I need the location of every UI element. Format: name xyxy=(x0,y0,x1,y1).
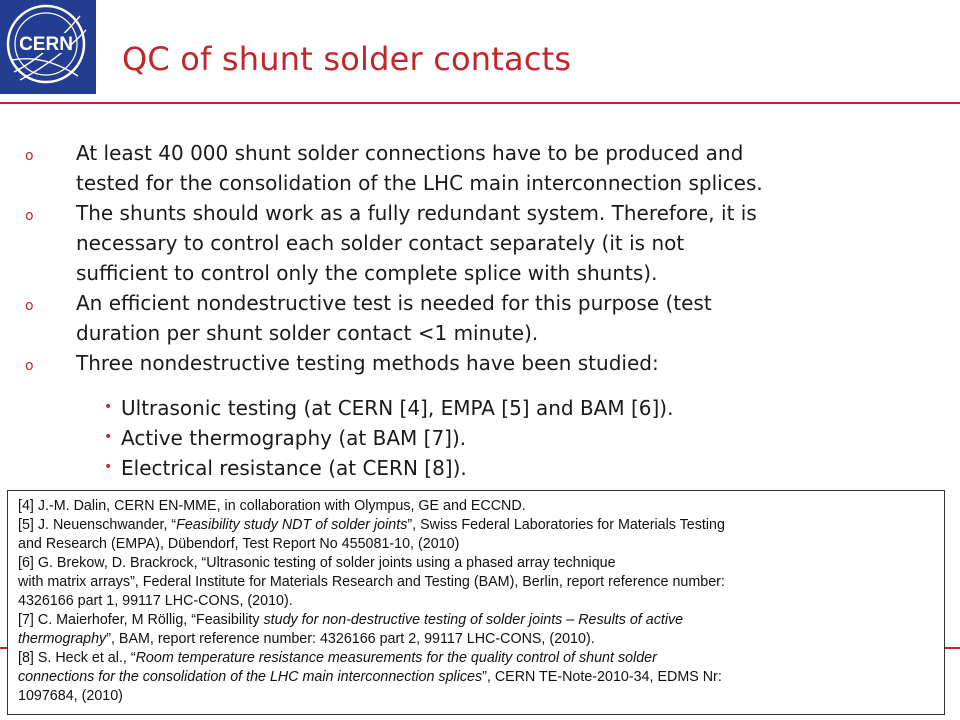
cern-logo-icon xyxy=(0,0,96,94)
reference-text: ”, CERN TE-Note-2010-34, EDMS Nr: xyxy=(482,669,722,685)
reference-line xyxy=(18,592,936,611)
reference-line xyxy=(18,535,936,554)
reference-italic-text: study for non-destructive testing of solder joints – Results of active xyxy=(263,612,684,628)
sub-bullet-marker: • xyxy=(104,429,113,445)
bullet-line: duration per shunt solder contact <1 minute). xyxy=(76,321,539,345)
bullet-marker: o xyxy=(25,358,34,374)
bullet-line: At least 40 000 shunt solder connections have to be produced and xyxy=(76,141,744,165)
bullet-line: An efficient nondestructive test is needed for this purpose (test xyxy=(76,291,712,315)
reference-italic-text: connections for the consolidation of the LHC main interconnection splices xyxy=(18,669,483,685)
reference-text: with matrix arrays”, Federal Institute for Materials Research and Testing (BAM), Berlin, report reference number: xyxy=(18,574,725,590)
reference-text: [6] G. Brekow, D. Brackrock, “Ultrasonic testing of solder joints using a phased array technique xyxy=(18,555,616,571)
bullet-text xyxy=(76,198,936,288)
reference-line xyxy=(18,554,936,573)
bullet-marker: o xyxy=(25,208,34,224)
reference-italic-text: Room temperature resistance measurements for the quality control of shunt solder xyxy=(135,650,657,666)
bullet-text xyxy=(76,288,936,348)
bullet-marker: o xyxy=(25,148,34,164)
bullet-line: Three nondestructive testing methods have been studied: xyxy=(76,351,659,375)
reference-line xyxy=(18,573,936,592)
reference-line xyxy=(18,668,936,687)
reference-text: and Research (EMPA), Dübendorf, Test Report No 455081-10, (2010) xyxy=(18,536,460,552)
reference-line xyxy=(18,497,936,516)
sub-bullet-text: Electrical resistance (at CERN [8]). xyxy=(121,456,467,480)
reference-text: ”, BAM, report reference number: 4326166 part 2, 99117 LHC-CONS, (2010). xyxy=(106,631,595,647)
logo-text: CERN xyxy=(19,34,73,55)
references-box xyxy=(7,490,945,715)
reference-text: 1097684, (2010) xyxy=(18,688,123,704)
reference-line xyxy=(18,649,936,668)
sub-bullet-text: Active thermography (at BAM [7]). xyxy=(121,426,467,450)
reference-text: 4326166 part 1, 99117 LHC-CONS, (2010). xyxy=(18,593,293,609)
reference-italic-text: Feasibility study NDT of solder joints xyxy=(176,517,408,533)
bullet-marker: o xyxy=(25,298,34,314)
reference-text: [8] S. Heck et al., “ xyxy=(18,650,136,666)
bullet-text xyxy=(76,138,936,198)
reference-line xyxy=(18,516,936,535)
sub-bullet-marker: • xyxy=(104,399,113,415)
title-divider xyxy=(0,102,960,104)
bullet-line: necessary to control each solder contact separately (it is not xyxy=(76,231,685,255)
reference-text: [7] C. Maierhofer, M Röllig, “Feasibility xyxy=(18,612,264,628)
reference-line xyxy=(18,687,936,706)
reference-line xyxy=(18,630,936,649)
bullet-line: tested for the consolidation of the LHC main interconnection splices. xyxy=(76,171,763,195)
reference-text: ”, Swiss Federal Laboratories for Materials Testing xyxy=(407,517,725,533)
bullet-line: sufficient to control only the complete splice with shunts). xyxy=(76,261,658,285)
reference-text: [5] J. Neuenschwander, “ xyxy=(18,517,177,533)
bullet-line: The shunts should work as a fully redundant system. Therefore, it is xyxy=(76,201,757,225)
reference-italic-text: thermography xyxy=(18,631,107,647)
bullet-text xyxy=(76,348,936,378)
page-title: QC of shunt solder contacts xyxy=(122,40,572,78)
sub-bullet-text: Ultrasonic testing (at CERN [4], EMPA [5] and BAM [6]). xyxy=(121,396,674,420)
reference-line xyxy=(18,611,936,630)
reference-text: [4] J.-M. Dalin, CERN EN-MME, in collaboration with Olympus, GE and ECCND. xyxy=(18,498,526,514)
sub-bullet-marker: • xyxy=(104,459,113,475)
